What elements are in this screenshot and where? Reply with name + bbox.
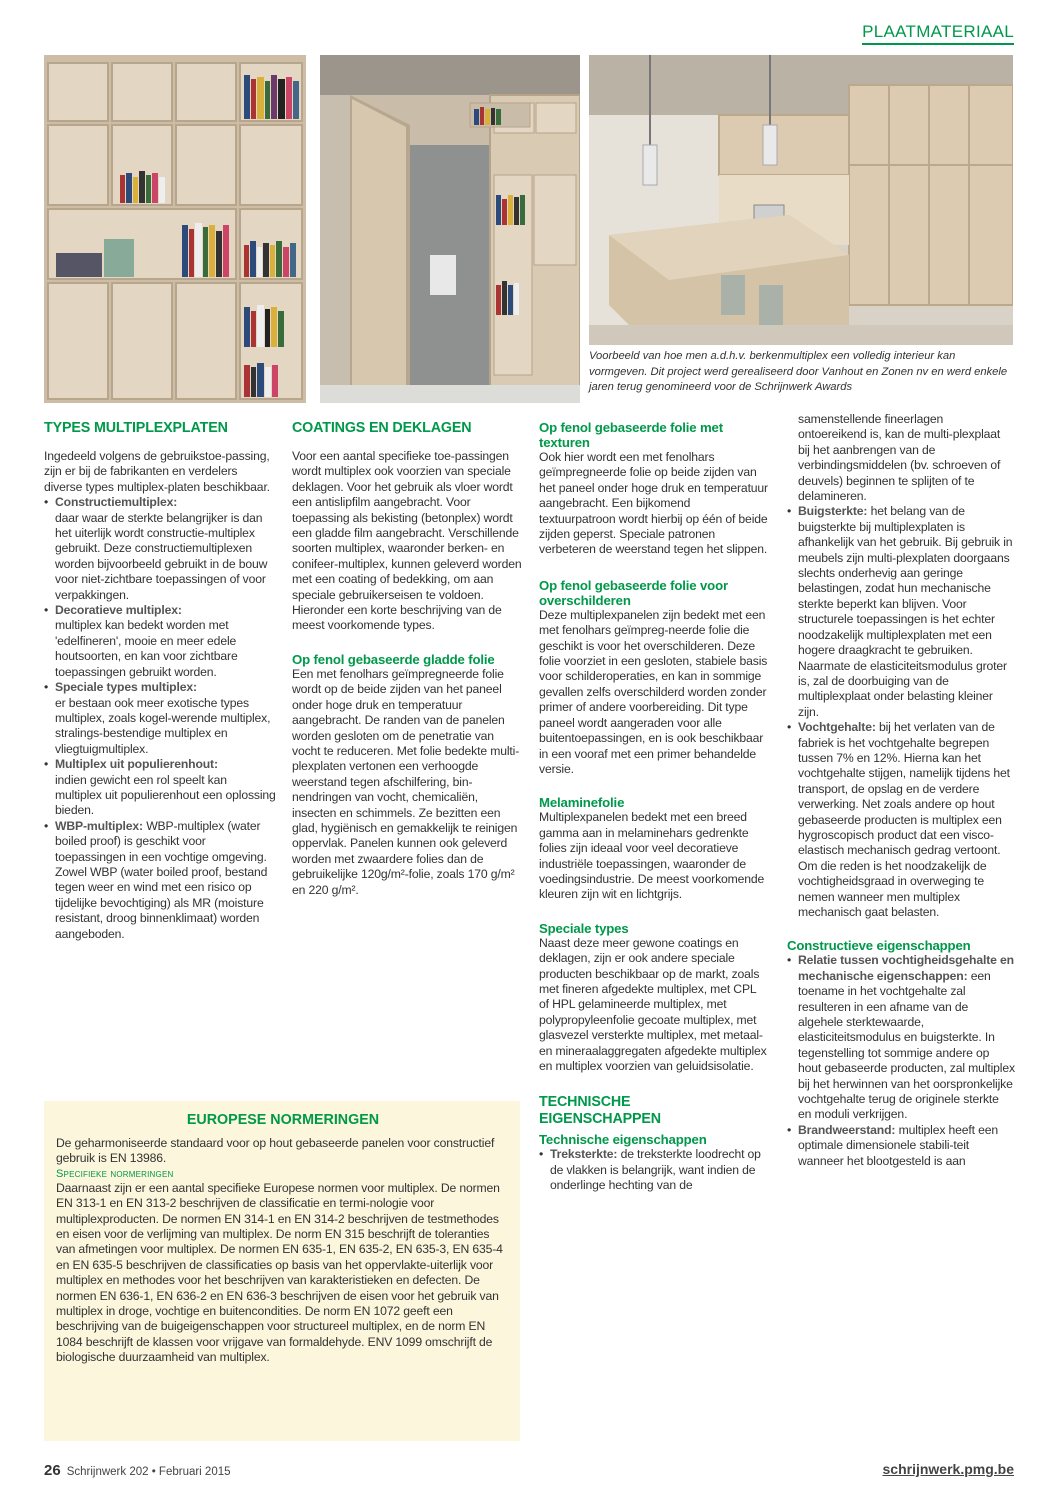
list-item-term: Multiplex uit populierenhout: <box>55 757 218 772</box>
column-folies <box>539 420 769 1194</box>
body-text: Multiplexpanelen bedekt met een breed gamma aan in melaminehars gedrenkte folies zijn ideaal voor veel decoratieve industriële toepassingen, waaronder de voedingsindustrie. De meest voorkomende kleuren zijn wit en lichtgrijs. <box>539 810 765 902</box>
subheading-speciale-types: Speciale types <box>539 920 629 936</box>
sidebar-box-europese-normeringen <box>44 1101 520 1441</box>
subheading-technische-eigenschappen: Technische eigenschappen <box>539 1132 707 1148</box>
box-text: De geharmoniseerde standaard voor op hout gebaseerde panelen voor constructief gebruik is EN 13986. <box>56 1136 495 1166</box>
list-item <box>539 1147 769 1193</box>
photo-kitchen <box>589 55 1013 345</box>
page-number: 26 <box>44 1462 61 1479</box>
body-text: Deze multiplexpanelen zijn bedekt met een met fenolhars geïmpreg-neerde folie die geschikt is voor het overschilderen. Deze folie voorziet in een gesloten, stabiele basis voor schilderoperaties, en kan in sommige gevallen zelfs overschilderd worden zonder primer of andere voorbereiding. Dit type paneel wordt aangeraden voor alle buitentoepassingen, en is ook beschikbaar in een vooraf met een primer behandelde versie. <box>539 607 768 776</box>
list-item <box>787 1123 1015 1169</box>
list-item-text: bij het verlaten van de fabriek is het vochtgehalte begrepen tussen 7% en 12%. Hierna kan het vochtgehalte stijgen, namelijk tijdens het transport, de opslag en de verdere verwerking. Net zoals andere op hout gebaseerde producten is multiplex een hygroscopisch product dat een visco-elastisch mechanisch gedrag vertoont. Om die reden is het noodzakelijk de vochtigheidsgraad in overweging te nemen wanneer men multiplex mechanisch gaat belasten. <box>798 720 1010 919</box>
heading-types-multiplexplaten: TYPES MULTIPLEXPLATEN <box>44 420 228 436</box>
list-item-text: een toename in het vochtgehalte zal resulteren in een afname van de algehele sterktewaarde, elasticiteitsmodulus en buigsterkte. In tegenstelling tot sommige andere op hout gebaseerde producten, zal multiplex bij het herwinnen van het oorspronkelijke vochtgehalte terug de originele sterkte en moduli verkrijgen. <box>798 968 1015 1122</box>
body-text: Ook hier wordt een met fenolhars geïmpregneerde folie op beide zijden van het paneel onder hoge druk en temperatuur aangebracht. Een bijkomend textuurpatroon wordt hierbij op één of beide zijden geperst. Speciale patronen verbeteren de weerstand tegen het slippen. <box>539 450 768 557</box>
list-item-text: WBP-multiplex (water boiled proof) is geschikt voor toepassingen in een vochtige omgeving. Zowel WBP (water boiled proof, bestand tegen weer en wind met een risico op tijdelijke bevochtiging) als MR (moisture resistant, droog binnenklimaat) worden aangeboden. <box>55 818 268 941</box>
list-item-term: Treksterkte: <box>550 1147 618 1162</box>
subheading-gladde-folie: Op fenol gebaseerde gladde folie <box>292 651 495 667</box>
subheading-melaminefolie: Melaminefolie <box>539 795 625 811</box>
list-item <box>787 504 1015 720</box>
list-item <box>44 603 276 680</box>
column-types-multiplexplaten <box>44 420 276 942</box>
list-item-text: daar waar de sterkte belangrijker is dan het uiterlijk wordt constructie-multiplex gebruikt. Deze constructiemultiplexen worden bijvoorbeeld gebruikt in de bouw voor niet-zichtbare toepassingen of voor verpakkingen. <box>55 510 268 602</box>
list-item-term: Buigsterkte: <box>798 504 868 519</box>
section-label: PLAATMATERIAAL <box>862 22 1014 45</box>
list-item-term: Relatie tussen vochtigheidsgehalte en mechanische eigenschappen: <box>798 953 1014 983</box>
box-subheading: Specifieke normeringen <box>56 1167 174 1180</box>
column-coatings <box>292 420 522 898</box>
list-item <box>44 680 276 757</box>
website-link[interactable]: schrijnwerk.pmg.be <box>882 1461 1014 1477</box>
list-item-term: WBP-multiplex: <box>55 818 143 833</box>
body-text: samenstellende fineerlagen ontoereikend is, kan de multi-plexplaat bij het aanbrengen van de verbindingsmiddelen (bv. schroeven of deuvels) beginnen te splijten of te delamineren. <box>798 412 1001 504</box>
body-text: Naast deze meer gewone coatings en deklagen, zijn er ook andere speciale producten beschikbaar op de markt, zoals met fineren afgedekte multiplex, met CPL of HPL gelamineerde multiplex, met polypropyleenfolie gecoate multiplex, met glasvezel versterkte multiplex, met metaal- en mineraalaggregaten afgedekte multiplex en multiplex voorzien van geluidsisolatie. <box>539 935 767 1073</box>
list-item-term: Vochtgehalte: <box>798 720 876 735</box>
subheading-folie-overschilderen: Op fenol gebaseerde folie voor overschilderen <box>539 577 728 608</box>
intro-text: Voor een aantal specifieke toe-passingen wordt multiplex ook voorzien van speciale deklagen. Voor het gebruik als vloer wordt een antislipfilm aangebracht. Voor toepassing als bekisting (betonplex) wordt een gladde film aangebracht. Verschillende soorten multiplex, waaronder berken- en conifeer-multiplex, kunnen geleverd worden met een coating of bedekking, om aan speciale gebruikerseisen te voldoen. Hieronder een korte beschrijving van de meest voorkomende types. <box>292 449 522 633</box>
body-text: Een met fenolhars geïmpregneerde folie wordt op de beide zijden van het paneel onder hoge druk en temperatuur aangebracht. De randen van de panelen worden gesloten om de penetratie van vocht te reduceren. Met folie bedekte multi-plexplaten vertonen een verhoogde weerstand tegen afschilfering, bin-nendringen van vocht, chemicaliën, insecten en schimmels. Ze bezitten een glad, hygiënisch en gemakkelijk te reinigen oppervlak. Panelen kunnen ook geleverd worden met zwaardere folies dan de gebruikelijke 120g/m²-folie, zoals 170 g/m² en 220 g/m². <box>292 666 520 897</box>
list-item <box>787 953 1015 1122</box>
intro-text: Ingedeeld volgens de gebruikstoe-passing, zijn er bij de fabrikanten en verdelers diverse types multiplex-platen beschikbaar. <box>44 449 270 494</box>
heading-technische-eigenschappen: TECHNISCHE EIGENSCHAPPEN <box>539 1094 661 1128</box>
list-item-text: multiplex kan bedekt worden met 'edelfineren', mooie en meer edele houtsoorten, en kan voor zichtbare toepassingen gebruikt worden. <box>55 618 238 679</box>
list-item-term: Constructiemultiplex: <box>55 495 178 510</box>
box-title: EUROPESE NORMERINGEN <box>186 1112 380 1128</box>
list-item <box>44 757 276 819</box>
list-item-term: Brandweerstand: <box>798 1122 896 1137</box>
photo-hidden-door <box>320 55 580 403</box>
list-item <box>44 495 276 603</box>
subheading-constructieve-eigenschappen: Constructieve eigenschappen <box>787 938 971 954</box>
list-item-text: indien gewicht een rol speelt kan multiplex uit populierenhout een oplossing bieden. <box>55 772 276 818</box>
list-item-term: Decoratieve multiplex: <box>55 603 182 618</box>
list-item-text: multiplex heeft een optimale dimensionele stabili-teit wanneer het blootgesteld is aan <box>798 1122 999 1168</box>
photo-caption: Voorbeeld van hoe men a.d.h.v. berkenmultiplex een volledig interieur kan vormgeven. Dit project werd gerealiseerd door Vanhout en Zonen nv en werd enkele jaren terug genomineerd voor de Schrijnwerk Awards <box>589 350 1008 393</box>
list-item-text: het belang van de buigsterkte bij multiplexplaten is afhankelijk van het gebruik. Bij gebruik in meubels zijn multi-plexplaten doorgaans slechts onderhevig aan geringe belastingen, zodat hun mechanische sterkte beperkt kan blijven. Voor structurele toepassingen is het echter noodzakelijk multiplexplaten met een hogere draagkracht te gebruiken. Naarmate de elasticiteitsmodulus groter is, zal de doorbuiging van de multiplexplaat onder belasting kleiner zijn. <box>798 504 1013 719</box>
footer-left <box>44 1462 231 1479</box>
list-item-term: Speciale types multiplex: <box>55 680 197 695</box>
list-item <box>787 720 1015 920</box>
list-item-text: er bestaan ook meer exotische types multiplex, zoals kogel-werende multiplex, stralings-bestendige multiplex en vliegtuigmultiplex. <box>55 695 271 756</box>
box-text: Daarnaast zijn er een aantal specifieke Europese normen voor multiplex. De normen EN 313-1 en EN 313-2 beschrijven de classificatie en termi-nologie voor multiplexproducten. De normen EN 314-1 en EN 314-2 beschrijven de testmethodes en eisen voor de verlijming van multiplex. De norm EN 315 beschrijft de toleranties van afmetingen voor multiplex. De normen EN 635-1, EN 635-2, EN 635-3, EN 635-4 en EN 635-5 beschrijven de classificaties op basis van het oppervlakte-uiterlijk voor multiplex en methodes voor het beschrijven van karakteristieken en defecten. De normen EN 636-1, EN 636-2 en EN 636-3 beschrijven de eisen voor het gebruik van multiplex in droge, vochtige en buitencondities. De norm EN 1072 geeft een beschrijving van de buigeigenschappen voor structureel multiplex, en de norm EN 1084 beschrijft de klassen voor vrijgave van formaldehyde. ENV 1099 omschrijft de biologische duurzaamheid van multiplex. <box>56 1180 503 1365</box>
subheading-folie-texturen: Op fenol gebaseerde folie met texturen <box>539 420 723 450</box>
photo-bookshelf <box>44 55 306 403</box>
magazine-issue: Schrijnwerk 202 • Februari 2015 <box>66 1466 231 1478</box>
list-item <box>44 819 276 942</box>
heading-coatings-en-deklagen: COATINGS EN DEKLAGEN <box>292 420 472 436</box>
list-item-text: de treksterkte loodrecht op de vlakken is belangrijk, want indien de onderlinge hechting van de <box>550 1147 761 1193</box>
column-eigenschappen <box>787 412 1015 1169</box>
